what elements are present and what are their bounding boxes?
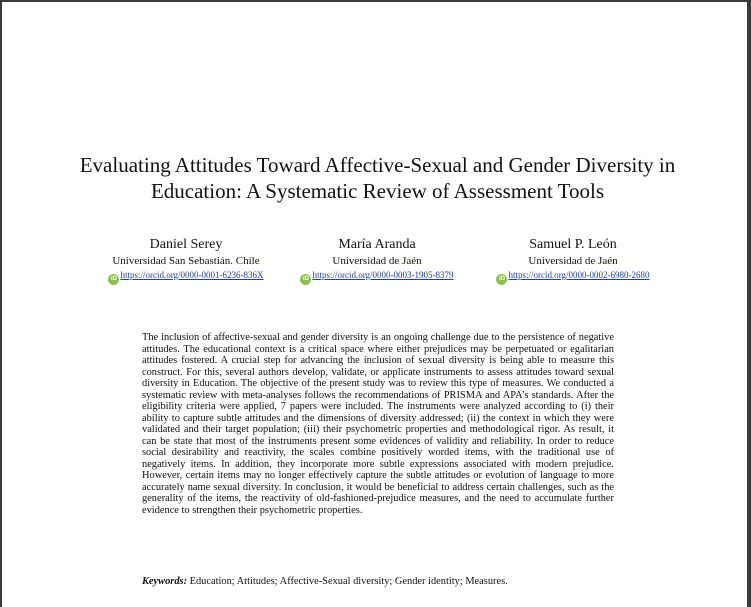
title-line-2: Education: A Systematic Review of Assessment Tools [150, 179, 605, 203]
author-name: Daniel Serey [149, 237, 223, 252]
author-name: Samuel P. León [529, 237, 617, 252]
author-name: María Aranda [338, 237, 416, 252]
abstract-text: The inclusion of affective-sexual and gender diversity is an ongoing challenge due to the persistence of negative attitudes. The educational context is a critical space where either prejudices may be perpetuated or egalitarian attitudes fostered. A crucial step for advancing the inclusion of sexual diversity is being able to measure this construct. For this, several authors develop, validate, or applicate instruments to assess attitudes toward sexual diversity in Education. The objective of the present study was to review this type of measures. We conducted a systematic review with meta-analyses follows the recommendations of PRISMA and APA’s standards. After the eligibility criteria were applied, 7 papers were included. The instruments were analyzed according to (i) their ability to capture subtle attitudes and the dimensions of diversity addressed; (ii) the context in which they were validated and their target population; (iii) their psychometric properties and methodological rigor. As result, it can be state that most of the instruments present some evidences of validity and reliability. In order to reduce social desirability and reactivity, the scales combine positively worded items, with the traditional use of negatively items. In addition, they incorporate more subtle expressions associated with modern prejudice. However, certain items may no longer effectively capture the subtle attitudes or evolution of language to more accurately name sexual diversity. In conclusion, it would be beneficial to address certain challenges, such as the generality of the items, the reactivity of old-fashioned-prejudice measures, and the need to accumulate further evidence to strengthen their psychometric properties. [142, 332, 614, 516]
keywords-label: Keywords: [142, 576, 188, 587]
author-affiliation: Universidad de Jaén [528, 255, 618, 267]
orcid-link[interactable]: https://orcid.org/0000-0002-6980-2680 [508, 270, 650, 280]
orcid-icon: iD [496, 274, 507, 285]
author-affiliation: Universidad San Sebastián. Chile [112, 255, 260, 267]
paper-title [2, 152, 751, 204]
orcid-link[interactable]: https://orcid.org/0000-0001-6236-836X [120, 270, 264, 280]
author-block [76, 236, 296, 285]
author-block [463, 236, 683, 285]
keywords [142, 576, 622, 588]
orcid-icon: iD [108, 274, 119, 285]
title-line-1: Evaluating Attitudes Toward Affective-Sexual and Gender Diversity in [79, 153, 676, 177]
orcid-line [76, 269, 296, 285]
orcid-link[interactable]: https://orcid.org/0000-0003-1905-8379 [312, 270, 454, 280]
author-block [267, 236, 487, 285]
author-affiliation: Universidad de Jaén [332, 255, 422, 267]
keywords-list: Education; Attitudes; Affective-Sexual diversity; Gender identity; Measures. [189, 576, 508, 587]
orcid-line [463, 269, 683, 285]
orcid-line [267, 269, 487, 285]
orcid-icon: iD [300, 274, 311, 285]
